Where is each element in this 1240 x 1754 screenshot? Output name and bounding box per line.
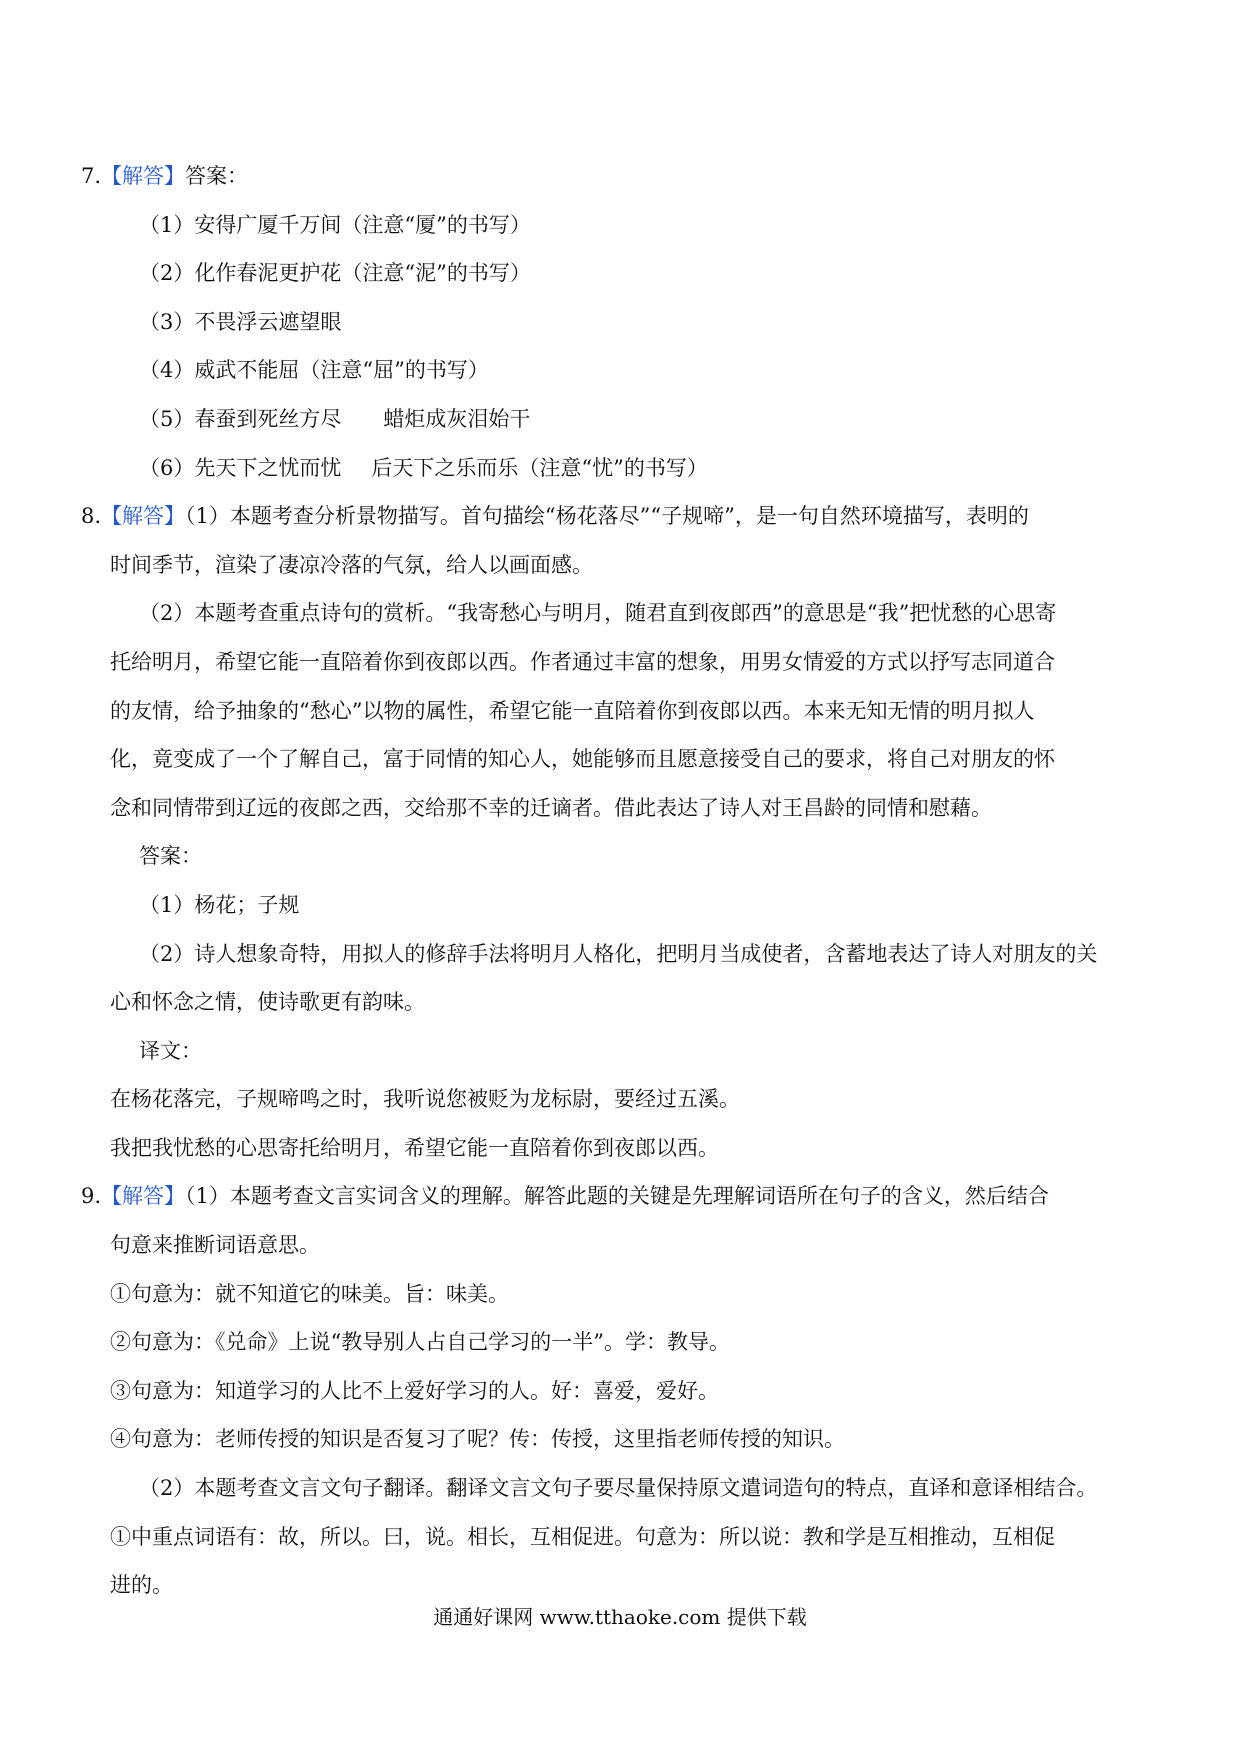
q7-item bbox=[110, 395, 1135, 444]
q7-item: （2）化作春泥更护花（注意“泥”的书写） bbox=[139, 261, 531, 286]
q9-line: ③句意为：知道学习的人比不上爱好学习的人。好：喜爱，爱好。 bbox=[110, 1378, 719, 1403]
q8-line: 时间季节，渲染了凄凉冷落的气氛，给人以画面感。 bbox=[110, 552, 593, 577]
q9-heading bbox=[81, 1172, 1135, 1221]
q8-line: 译文： bbox=[139, 1038, 202, 1063]
q8-line: 的友情，给予抽象的“愁心”以物的属性，希望它能一直陪着你到夜郎以西。本来无知无情的明月拟人 bbox=[110, 698, 1035, 723]
q9-line: ④句意为：老师传授的知识是否复习了呢？传：传授，这里指老师传授的知识。 bbox=[110, 1427, 845, 1452]
q9-line: （2）本题考查文言文句子翻译。翻译文言文句子要尽量保持原文遣词造句的特点，直译和意译相结合。 bbox=[139, 1476, 1098, 1501]
q9-line: ①句意为：就不知道它的味美。旨：味美。 bbox=[110, 1281, 509, 1306]
q7-item-part: （5）春蚕到死丝方尽 bbox=[139, 406, 342, 431]
q7-heading bbox=[81, 152, 1135, 201]
q8-answer-tag: 【解答】 bbox=[101, 504, 186, 529]
q7-item bbox=[110, 444, 1135, 493]
q7-answer-tag: 【解答】 bbox=[101, 164, 186, 188]
q8-line: （2）诗人想象奇特，用拟人的修辞手法将明月人格化，把明月当成使者，含蓄地表达了诗人对朋友的关 bbox=[139, 941, 1098, 966]
q9-line: 进的。 bbox=[110, 1573, 173, 1598]
q7-number: 7. bbox=[81, 164, 102, 188]
page-footer: 通通好课网 www.tthaoke.com 提供下载 bbox=[433, 1605, 807, 1629]
q8-line: 我把我忧愁的心思寄托给明月，希望它能一直陪着你到夜郎以西。 bbox=[110, 1135, 719, 1160]
q8-heading bbox=[81, 492, 1135, 541]
answer-content bbox=[81, 152, 1135, 1610]
q7-item: （1）安得广厦千万间（注意“厦”的书写） bbox=[139, 212, 531, 237]
q8-line: （2）本题考查重点诗句的赏析。“我寄愁心与明月，随君直到夜郎西”的意思是“我”把忧愁的心思寄 bbox=[139, 601, 1057, 626]
q8-number: 8. bbox=[81, 504, 102, 529]
q9-line: （1）本题考查文言实词含义的理解。解答此题的关键是先理解词语所在句子的含义，然后结合 bbox=[185, 1184, 1049, 1209]
q9-number: 9. bbox=[81, 1184, 102, 1209]
q7-item-part: （6）先天下之忧而忧 bbox=[139, 455, 342, 480]
q9-answer-tag: 【解答】 bbox=[101, 1184, 186, 1209]
q8-line: 化，竟变成了一个了解自己，富于同情的知心人，她能够而且愿意接受自己的要求，将自己对朋友的怀 bbox=[110, 747, 1055, 772]
q9-line: ①中重点词语有：故，所以。曰，说。相长，互相促进。句意为：所以说：教和学是互相推动，互相促 bbox=[110, 1524, 1055, 1549]
q8-line: 托给明月，希望它能一直陪着你到夜郎以西。作者通过丰富的想象，用男女情爱的方式以抒写志同道合 bbox=[110, 649, 1055, 674]
q8-line: 念和同情带到辽远的夜郎之西，交给那不幸的迁谪者。借此表达了诗人对王昌龄的同情和慰藉。 bbox=[110, 795, 992, 820]
q9-line: ②句意为：《兑命》上说“教导别人占自己学习的一半”。学：教导。 bbox=[110, 1330, 730, 1355]
q8-line: 在杨花落完，子规啼鸣之时，我听说您被贬为龙标尉，要经过五溪。 bbox=[110, 1087, 740, 1112]
q8-line: （1）杨花；子规 bbox=[139, 892, 300, 917]
q7-item: （3）不畏浮云遮望眼 bbox=[139, 309, 342, 334]
q7-intro: 答案： bbox=[185, 164, 249, 188]
q7-item-part: 后天下之乐而乐（注意“忧”的书写） bbox=[371, 455, 708, 480]
q8-line: （1）本题考查分析景物描写。首句描绘“杨花落尽”“子规啼”，是一句自然环境描写，表明的 bbox=[185, 504, 1029, 529]
q8-line: 答案： bbox=[139, 844, 202, 869]
q8-line: 心和怀念之情，使诗歌更有韵味。 bbox=[110, 990, 425, 1015]
q7-item: （4）威武不能屈（注意“屈”的书写） bbox=[139, 358, 489, 383]
q7-item-part: 蜡炬成灰泪始干 bbox=[383, 406, 531, 431]
q9-line: 句意来推断词语意思。 bbox=[110, 1233, 320, 1258]
